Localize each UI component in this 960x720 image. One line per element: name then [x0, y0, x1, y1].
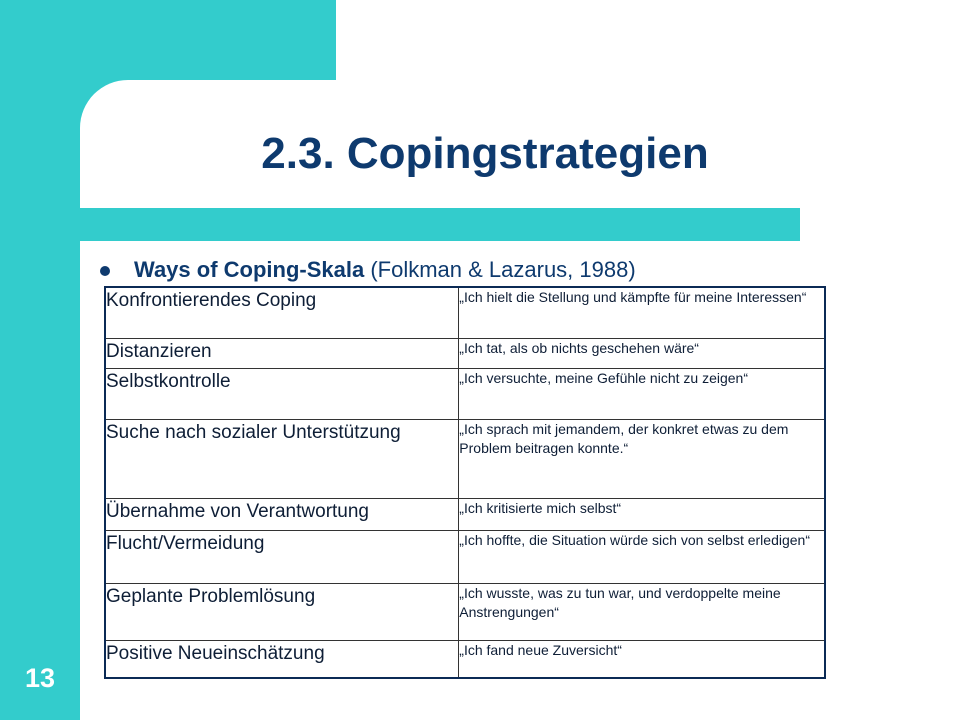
slide-title: 2.3. Copingstrategien — [261, 129, 709, 178]
example-cell: „Ich versuchte, meine Gefühle nicht zu zeigen“ — [459, 368, 825, 419]
example-cell: „Ich hielt die Stellung und kämpfte für meine Interessen“ — [459, 287, 825, 338]
strategy-cell: Positive Neueinschätzung — [105, 640, 459, 678]
table-row — [105, 583, 825, 640]
strategy-cell: Flucht/Vermeidung — [105, 530, 459, 583]
teal-title-underline-bar — [80, 208, 800, 241]
strategy-cell: Suche nach sozialer Unterstützung — [105, 419, 459, 498]
table-row — [105, 287, 825, 338]
example-cell: „Ich wusste, was zu tun war, und verdoppelte meine Anstrengungen“ — [459, 583, 825, 640]
bullet-text — [134, 255, 636, 285]
bullet-citation: (Folkman & Lazarus, 1988) — [364, 257, 636, 282]
slide-number: 13 — [24, 663, 56, 693]
strategy-cell: Distanzieren — [105, 338, 459, 368]
bullet-bold-text: Ways of Coping-Skala — [134, 257, 365, 282]
bullet-dot-icon — [100, 266, 110, 276]
example-cell: „Ich hoffte, die Situation würde sich von selbst erledigen“ — [459, 530, 825, 583]
table-row — [105, 498, 825, 530]
coping-strategies-table — [104, 286, 826, 679]
table-row — [105, 368, 825, 419]
strategy-cell: Übernahme von Verantwortung — [105, 498, 459, 530]
table-row — [105, 530, 825, 583]
table-row — [105, 419, 825, 498]
strategy-cell: Konfrontierendes Coping — [105, 287, 459, 338]
strategy-cell: Selbstkontrolle — [105, 368, 459, 419]
table-row — [105, 338, 825, 368]
example-cell: „Ich tat, als ob nichts geschehen wäre“ — [459, 338, 825, 368]
strategy-cell: Geplante Problemlösung — [105, 583, 459, 640]
table-row — [105, 640, 825, 678]
example-cell: „Ich sprach mit jemandem, der konkret etwas zu dem Problem beitragen konnte.“ — [459, 419, 825, 498]
example-cell: „Ich kritisierte mich selbst“ — [459, 498, 825, 530]
example-cell: „Ich fand neue Zuversicht“ — [459, 640, 825, 678]
